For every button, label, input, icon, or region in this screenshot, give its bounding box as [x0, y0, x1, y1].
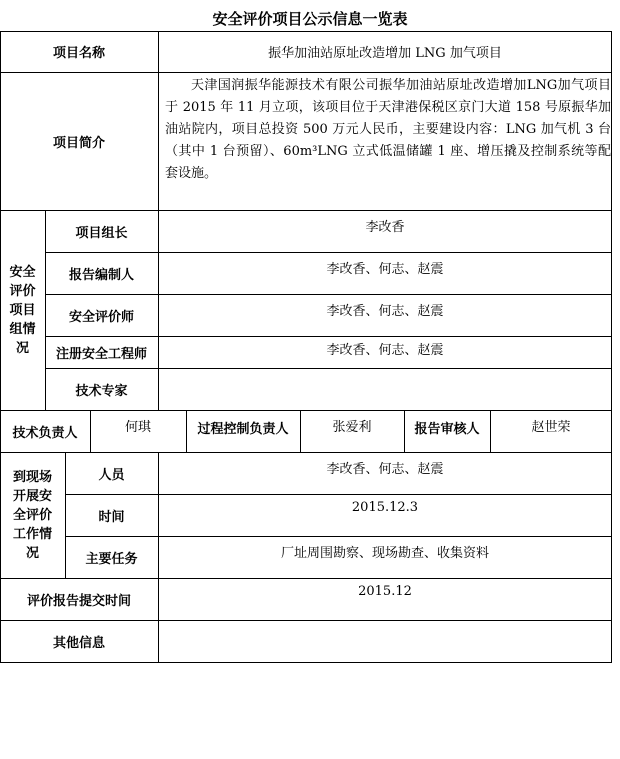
process-control-label: 过程控制负责人 [197, 422, 289, 437]
tech-expert-label: 技术专家 [75, 383, 128, 399]
main-task-label: 主要任务 [85, 551, 138, 567]
report-reviewer-value: 赵世荣 [531, 420, 571, 435]
tech-lead-label: 技术负责人 [12, 425, 78, 441]
team-group-label-line: 项目 [9, 302, 36, 318]
site-group-label-line: 全评价 [12, 507, 52, 523]
submit-time-value: 2015.12 [358, 584, 412, 599]
team-group-label-line: 安全 [9, 264, 36, 280]
other-info-label: 其他信息 [52, 635, 105, 651]
site-personnel-value: 李改香、何志、赵震 [326, 462, 444, 477]
project-intro-label: 项目简介 [52, 135, 105, 151]
site-time-value: 2015.12.3 [351, 500, 419, 515]
site-personnel-label: 人员 [98, 467, 125, 483]
project-intro-text: 天津国润振华能源技术有限公司振华加油站原址改造增加LNG加气项目于 2015 年 11 月立项，该项目位于天津港保税区京门大道 158 号原振华加油站院内，项目总投资 500 万元人民币，主要建设内容：LNG 加气机 3 台（其中 1 台预留）、60m³LNG 立式低温储罐 1 座、增压撬及控制系统等配套设施。 [165, 78, 611, 181]
team-leader-label: 项目组长 [75, 225, 128, 241]
submit-time-label: 评价报告提交时间 [26, 593, 131, 609]
report-author-label: 报告编制人 [68, 267, 134, 283]
team-leader-value: 李改香 [365, 220, 405, 235]
document-title: 安全评价项目公示信息一览表 [212, 10, 408, 28]
registered-engineer-label: 注册安全工程师 [55, 346, 147, 362]
site-group-label-line: 况 [25, 545, 39, 561]
project-name-value: 振华加油站原址改造增加 LNG 加气项目 [268, 46, 502, 61]
team-group-label-line: 组情 [9, 321, 36, 337]
safety-assessor-value: 李改香、何志、赵震 [326, 304, 444, 319]
main-task-value: 厂址周围勘察、现场勘查、收集资料 [280, 546, 489, 561]
process-control-value: 张爱利 [332, 420, 372, 435]
report-author-value: 李改香、何志、赵震 [326, 262, 444, 277]
site-group-label-line: 到现场 [12, 469, 52, 485]
tech-lead-value: 何琪 [124, 420, 151, 435]
grid-line [0, 662, 612, 663]
site-group-label-line: 工作情 [12, 526, 52, 542]
team-group-label-line: 评价 [9, 283, 36, 299]
site-group-label [0, 452, 65, 578]
report-reviewer-label: 报告审核人 [414, 422, 480, 437]
safety-assessor-label: 安全评价师 [68, 309, 134, 325]
other-info-value [158, 620, 612, 662]
registered-engineer-value: 李改香、何志、赵震 [326, 343, 444, 358]
site-time-label: 时间 [98, 509, 125, 525]
project-name-label: 项目名称 [52, 46, 105, 61]
team-group-label [0, 210, 45, 410]
site-group-label-line: 开展安 [12, 488, 52, 504]
team-group-label-line: 况 [15, 340, 29, 356]
tech-expert-value [158, 368, 612, 410]
